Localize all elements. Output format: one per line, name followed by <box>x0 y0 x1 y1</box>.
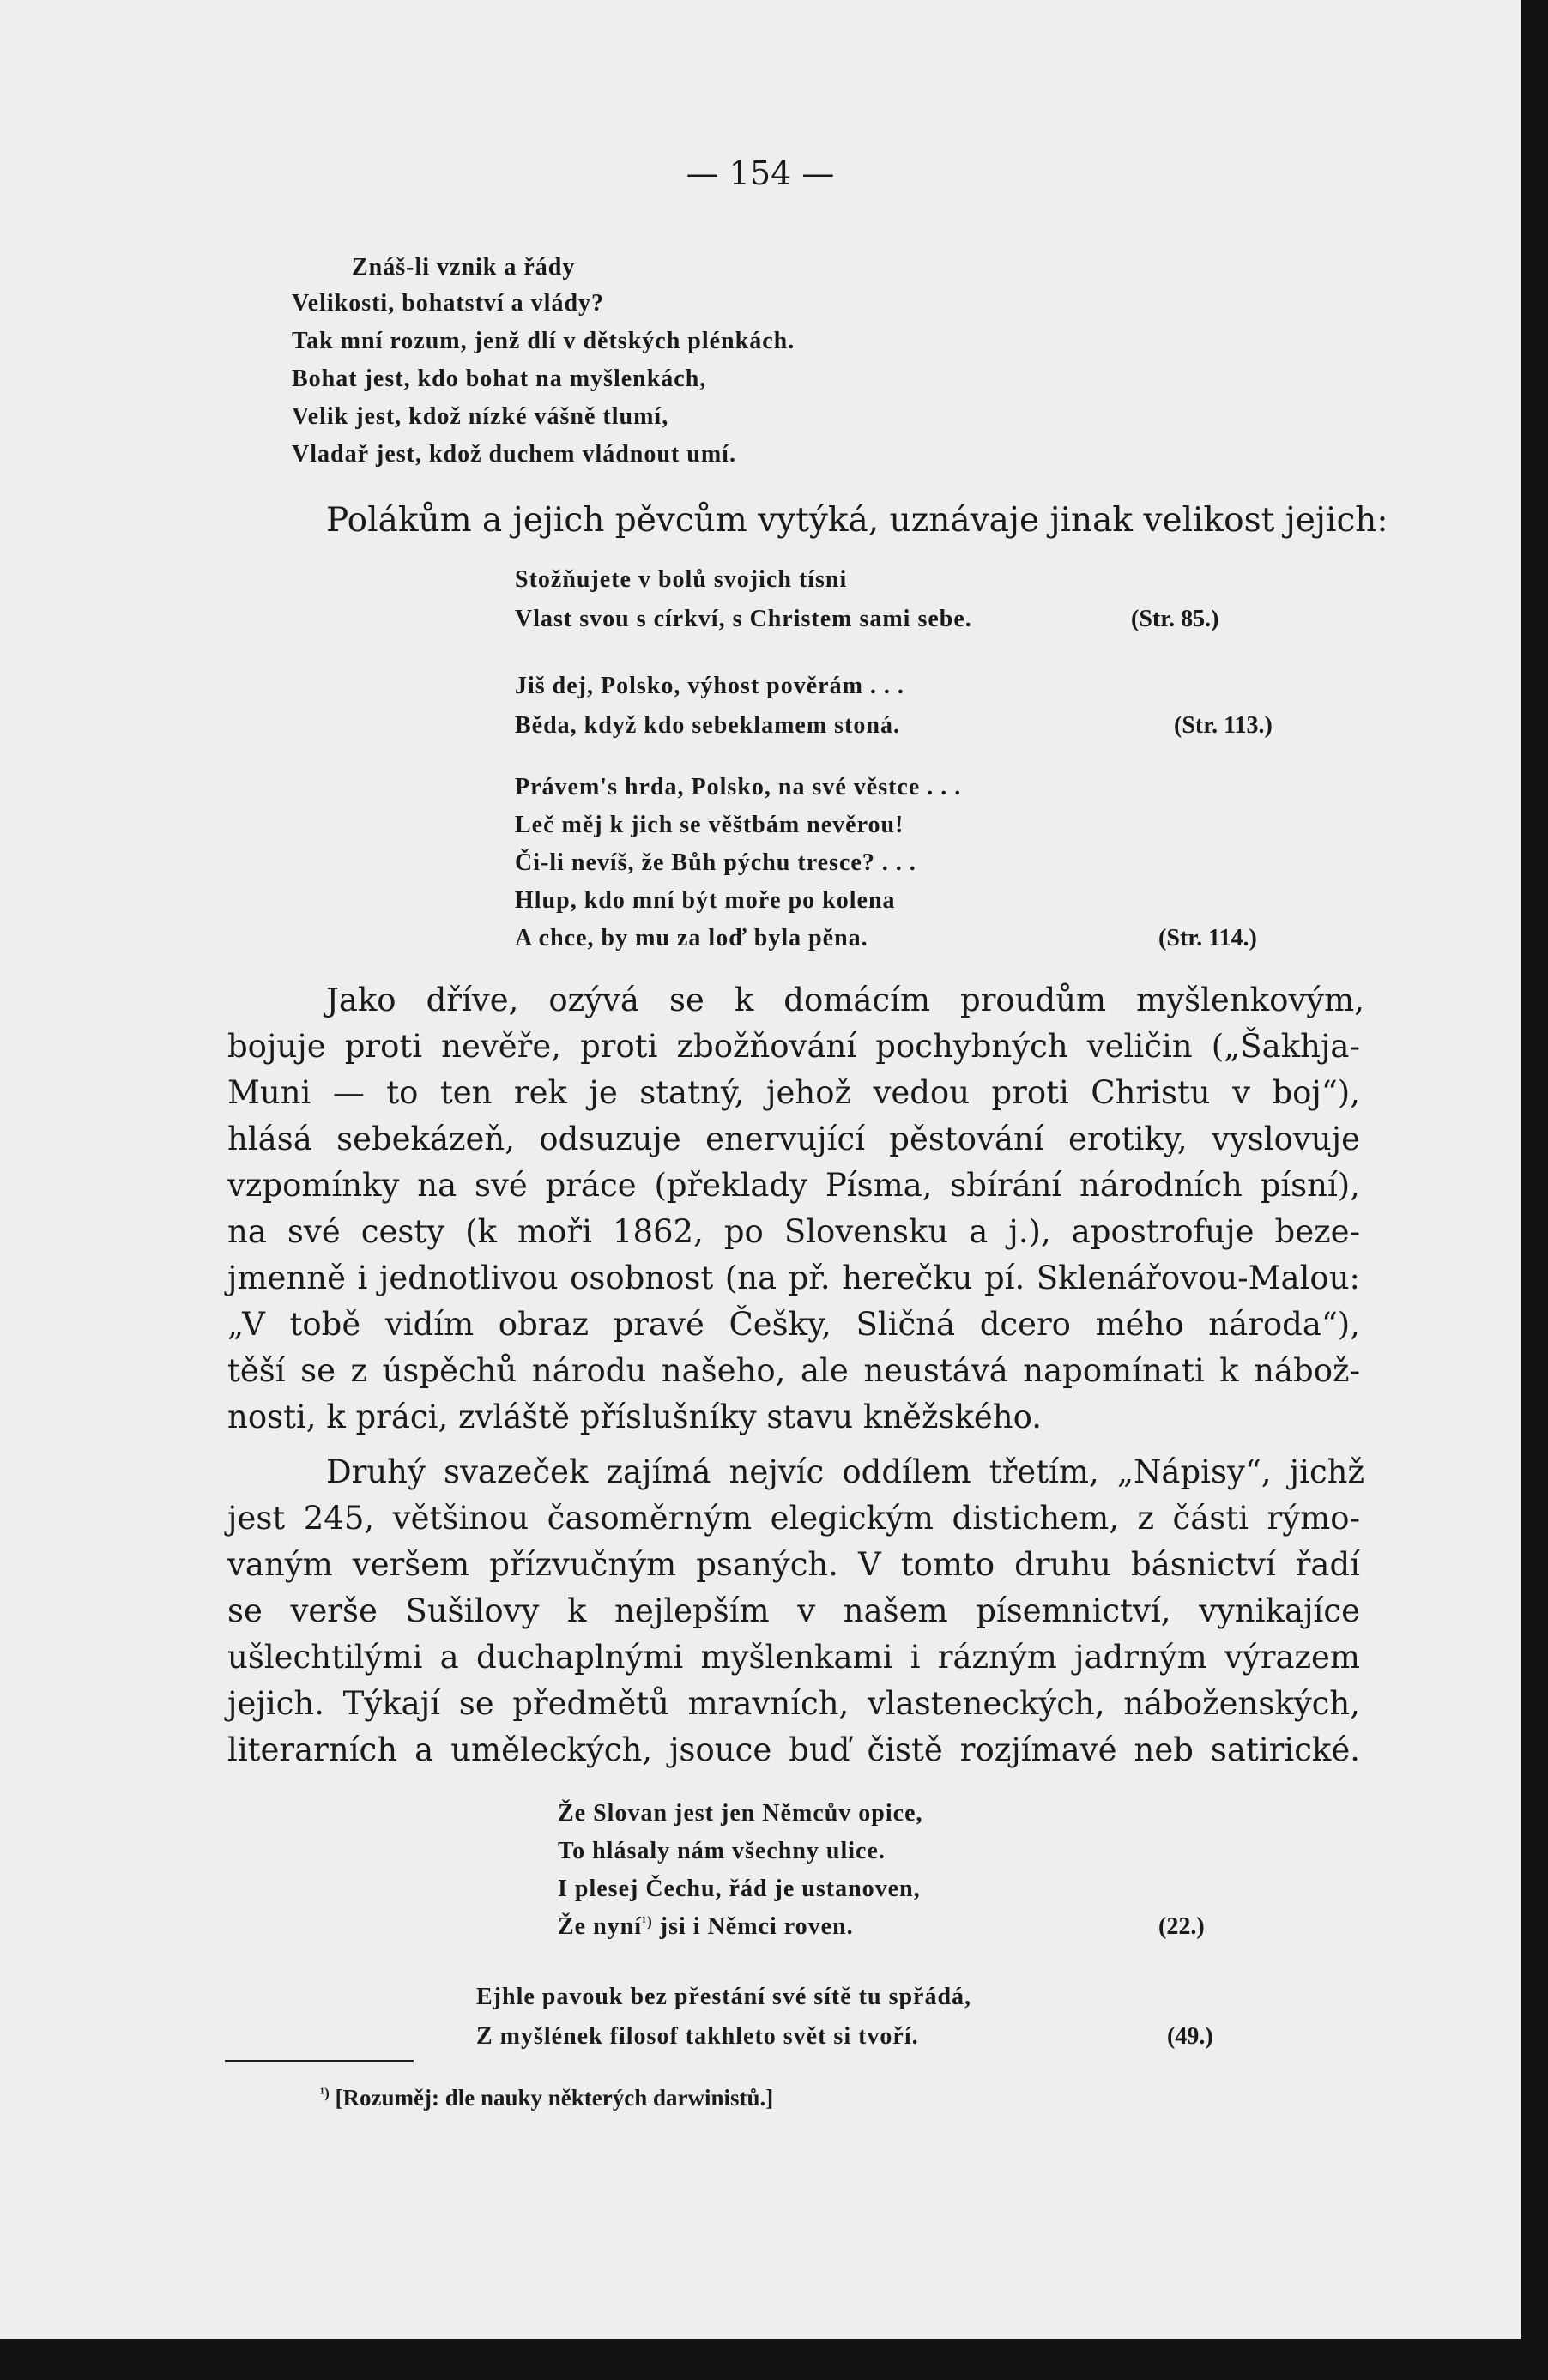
paragraph2-line-4: se verše Sušilovy k nejlepším v našem písemnictví, vynikajíce <box>227 1592 1360 1629</box>
quote1-line-1: Stožňujete v bolů svojich tísni <box>515 566 848 593</box>
footnote-text: [Rozuměj: dle nauky některých darwinistů.] <box>329 2085 774 2111</box>
paragraph2-line-3: vaným veršem přízvučným psaných. V tomto druhu básnictví řadí <box>227 1546 1360 1583</box>
paragraph2-line-2: jest 245, většinou časoměrným elegickým distichem, z části rýmo- <box>227 1500 1360 1537</box>
stanza1-line-5: Velik jest, kdož nízké vášně tlumí, <box>292 403 669 430</box>
paragraph2-line-7: literarních a uměleckých, jsouce buď čistě rozjímavé neb satirické. <box>227 1731 1360 1768</box>
intro-line: Polákům a jejich pěvcům vytýká, uznávaje jinak velikost jejich: <box>326 501 1388 540</box>
stanza1-line-1: Znáš-li vznik a řády <box>352 254 576 281</box>
epigram1-line-4-start: Že nyní <box>558 1913 643 1940</box>
quote2-line-1: Jiš dej, Polsko, výhost pověrám . . . <box>515 673 904 699</box>
stanza1-line-6: Vladař jest, kdož duchem vládnout umí. <box>292 441 736 468</box>
epigram2-reference: (49.) <box>1167 2023 1213 2050</box>
quote2-reference: (Str. 113.) <box>1174 712 1273 739</box>
epigram1-line-4-end: jsi i Němci roven. <box>652 1913 854 1940</box>
quote1-line-2: Vlast svou s církví, s Christem sami sebe. <box>515 606 972 632</box>
page-number: — 154 — <box>686 154 835 192</box>
paragraph1-line-2: bojuje proti nevěře, proti zbožňování pochybných veličin („Šakhja- <box>227 1028 1360 1065</box>
epigram1-line-1: Že Slovan jest jen Němcův opice, <box>558 1800 923 1827</box>
quote3-reference: (Str. 114.) <box>1158 925 1257 951</box>
quote1-reference: (Str. 85.) <box>1131 606 1219 632</box>
footnote-mark: ¹) <box>320 2085 330 2101</box>
quote2-line-2: Běda, když kdo sebeklamem stoná. <box>515 712 900 739</box>
paragraph2-line-5: ušlechtilými a duchaplnými myšlenkami i rázným jadrným výrazem <box>227 1639 1360 1676</box>
paragraph1-line-7: jmenně i jednotlivou osobnost (na př. herečku pí. Sklenářovou-Malou: <box>227 1259 1360 1296</box>
epigram1-line-3: I plesej Čechu, řád je ustanoven, <box>558 1876 921 1902</box>
quote3-line-1: Právem's hrda, Polsko, na své věstce . . . <box>515 774 962 800</box>
footnote <box>320 2085 773 2111</box>
stanza1-line-2: Velikosti, bohatství a vlády? <box>292 290 605 317</box>
scan-border-right <box>1521 0 1548 2380</box>
scan-border-bottom <box>0 2339 1548 2380</box>
epigram1-line-4 <box>558 1913 854 1941</box>
paragraph1-line-9: těší se z úspěchů národu našeho, ale neustává napomínati k nábož- <box>227 1352 1360 1389</box>
paragraph2-line-6: jejich. Týkají se předmětů mravních, vlasteneckých, náboženských, <box>227 1685 1360 1722</box>
quote3-line-3: Či-li nevíš, že Bůh pýchu tresce? . . . <box>515 849 916 876</box>
stanza1-line-4: Bohat jest, kdo bohat na myšlenkách, <box>292 365 707 392</box>
paragraph1-line-8: „V tobě vidím obraz pravé Češky, Sličná dcero mého národa“), <box>227 1306 1360 1343</box>
epigram2-line-1: Ejhle pavouk bez přestání své sítě tu spřádá, <box>476 1984 972 2010</box>
epigram2-line-2: Z myšlének filosof takhleto svět si tvoří. <box>476 2023 919 2050</box>
quote3-line-2: Leč měj k jich se věštbám nevěrou! <box>515 812 904 838</box>
stanza1-line-3: Tak mní rozum, jenž dlí v dětských plénkách. <box>292 328 795 354</box>
epigram1-footnote-mark: ¹) <box>642 1913 653 1930</box>
paragraph1-line-10: nosti, k práci, zvláště příslušníky stavu kněžského. <box>227 1398 1042 1435</box>
paragraph1-line-5: vzpomínky na své práce (překlady Písma, sbírání národních písní), <box>227 1167 1360 1204</box>
quote3-line-5: A chce, by mu za loď byla pěna. <box>515 925 868 951</box>
footnote-separator <box>225 2060 414 2062</box>
paragraph2-line-1: Druhý svazeček zajímá nejvíc oddílem třetím, „Nápisy“, jichž <box>326 1453 1364 1490</box>
paragraph1-line-1: Jako dříve, ozývá se k domácím proudům myšlenkovým, <box>326 982 1364 1018</box>
paragraph1-line-3: Muni — to ten rek je statný, jehož vedou proti Christu v boj“), <box>227 1074 1360 1111</box>
paragraph1-line-4: hlásá sebekázeň, odsuzuje enervující pěstování erotiky, vyslovuje <box>227 1121 1360 1157</box>
epigram1-line-2: To hlásaly nám všechny ulice. <box>558 1838 886 1864</box>
paragraph1-line-6: na své cesty (k moři 1862, po Slovensku a j.), apostrofuje beze- <box>227 1213 1360 1250</box>
epigram1-reference: (22.) <box>1158 1913 1205 1940</box>
quote3-line-4: Hlup, kdo mní být moře po kolena <box>515 887 896 914</box>
